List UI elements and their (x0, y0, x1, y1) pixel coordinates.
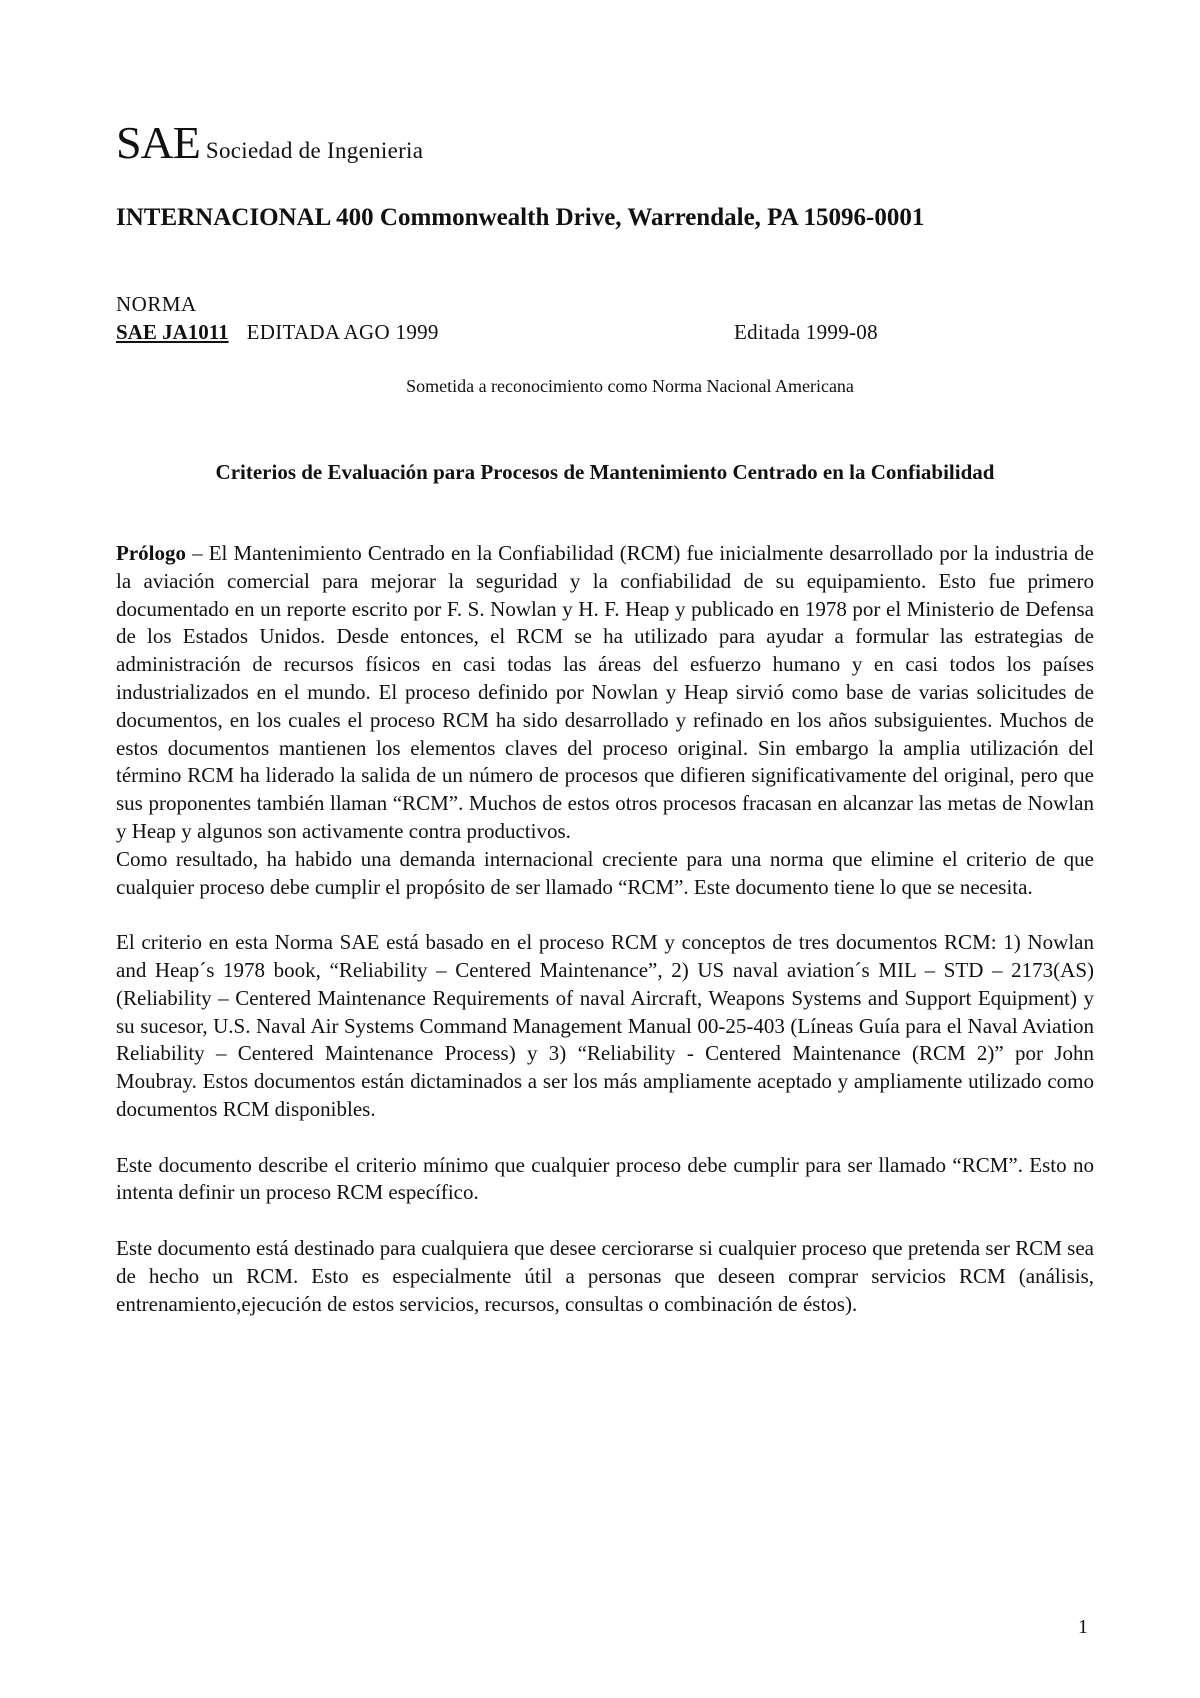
body-paragraph: El criterio en esta Norma SAE está basado en el proceso RCM y conceptos de tres documentos RCM: 1) Nowlan and Heap´s 1978 book, “Reliability – Centered Maintenance”, 2) US naval aviation´s MIL – STD – 2173(AS) (Reliability – Centered Maintenance Requirements of naval Aircraft, Weapons Systems and Support Equipment) y su sucesor, U.S. Naval Air Systems Command Management Manual 00-25-403 (Líneas Guía para el Naval Aviation Reliability – Centered Maintenance Process) y 3) “Reliability - Centered Maintenance (RCM 2)” por John Moubray. Estos documentos están dictaminados a ser los más ampliamente aceptado y ampliamente utilizado como documentos RCM disponibles. (116, 930, 1094, 1121)
standard-issued: EDITADA AGO 1999 (246, 320, 439, 344)
standard-date: Editada 1999-08 (734, 320, 878, 344)
sae-header (116, 116, 423, 169)
body-paragraph: Como resultado, ha habido una demanda internacional creciente para una norma que elimine el criterio de que cualquier proceso debe cumplir el propósito de ser llamado “RCM”. Este documento tiene lo que se necesita. (116, 846, 1094, 899)
prologue-paragraph (116, 540, 1094, 846)
page-number: 1 (1078, 1616, 1088, 1638)
document-body (116, 540, 1094, 1318)
body-paragraph: Este documento describe el criterio mínimo que cualquier proceso debe cumplir para ser llamado “RCM”. Esto no intenta definir un proceso RCM específico. (116, 1152, 1094, 1205)
prologue-text: – El Mantenimiento Centrado en la Confiabilidad (RCM) fue inicialmente desarrollado por la industria de la aviación comercial para mejorar la seguridad y la confiabilidad de su equipamiento. Esto fue primero documentado en un reporte escrito por F. S. Nowlan y H. F. Heap y publicado en 1978 por el Ministerio de Defensa de los Estados Unidos. Desde entonces, el RCM se ha utilizado para ayudar a formular las estrategias de administración de recursos físicos en casi todas las áreas del esfuerzo humano y en casi todos los países industrializados en el mundo. El proceso definido por Nowlan y Heap sirvió como base de varias solicitudes de documentos, en los cuales el proceso RCM ha sido desarrollado y refinado en los años subsiguientes. Muchos de estos documentos mantienen los elementos claves del proceso original. Sin embargo la amplia utilización del término RCM ha liderado la salida de un número de procesos que difieren significativamente del original, pero que sus proponentes también llaman “RCM”. Muchos de estos otros procesos fracasan en alcanzar las metas de Nowlan y Heap y algunos son activamente contra productivos. (116, 541, 1094, 843)
document-title: Criterios de Evaluación para Procesos de Mantenimiento Centrado en la Confiabilidad (215, 460, 995, 484)
standard-row (116, 320, 439, 345)
submitted-note: Sometida a reconocimiento como Norma Nacional Americana (406, 376, 854, 396)
body-paragraph: Este documento está destinado para cualquiera que desee cerciorarse si cualquier proceso que pretenda ser RCM sea de hecho un RCM. Esto es especialmente útil a personas que deseen comprar servicios RCM (análisis, entrenamiento,ejecución de estos servicios, recursos, consultas o combinación de éstos). (116, 1235, 1094, 1316)
prologue-lead: Prólogo (116, 541, 186, 565)
standard-id: SAE JA1011 (116, 320, 229, 344)
society-name: Sociedad de Ingenieria (205, 138, 424, 163)
sae-logo-mark: SAE (116, 117, 200, 168)
standard-label: NORMA (116, 292, 197, 316)
society-address: INTERNACIONAL 400 Commonwealth Drive, Warrendale, PA 15096-0001 (116, 204, 925, 231)
